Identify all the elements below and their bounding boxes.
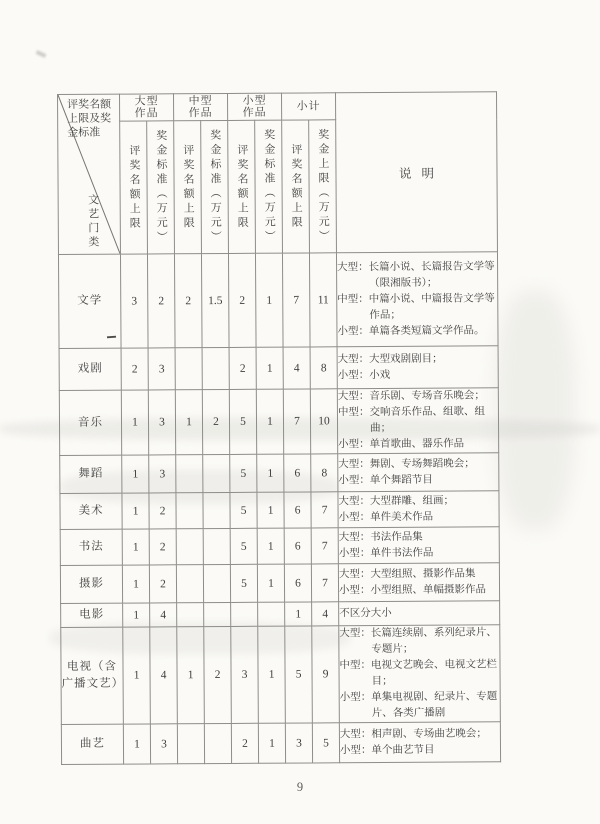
group-header-medium-works: 中型 作品 [174, 93, 228, 120]
subheader-label: 评奖名额上限 [289, 143, 303, 231]
note-line: 中型：中篇小说、中篇报告文学等作品； [337, 292, 495, 321]
subheader-label: 奖金标准（万元） [154, 129, 168, 246]
value-cell: 7 [282, 253, 310, 347]
value-cell [176, 455, 203, 493]
value-cell [258, 602, 285, 626]
value-cell: 4 [150, 603, 177, 627]
value-cell: 6 [284, 492, 311, 528]
value-cell: 2 [174, 254, 202, 348]
value-cell [203, 492, 230, 528]
category-cell: 舞蹈 [60, 455, 122, 493]
note-line: 大型：长篇小说、长篇报告文学等（限湘版书）； [337, 260, 495, 289]
value-cell: 2 [202, 389, 229, 454]
value-cell: 5 [229, 389, 256, 454]
note-line: 大型：大型组照、摄影作品集 [338, 567, 476, 580]
subheader-label: 奖金标准（万元） [262, 128, 276, 245]
value-cell: 6 [284, 454, 311, 492]
value-cell: 8 [311, 454, 338, 492]
note-line: 小型：单集电视剧、纪录片、专题片、各类广播剧 [339, 691, 498, 720]
value-cell [176, 529, 203, 565]
subheader-cell [255, 120, 283, 253]
value-cell: 7 [283, 389, 310, 454]
value-cell [177, 724, 204, 764]
value-cell: 2 [228, 253, 256, 347]
value-cell: 1 [123, 627, 151, 724]
value-cell: 5 [312, 723, 339, 763]
table-body [58, 252, 500, 765]
value-cell: 1 [285, 602, 312, 626]
note-line: 小型：单件书法作品 [338, 547, 434, 559]
subheader-cell [228, 120, 256, 253]
group-header-large-works: 大型 作品 [120, 94, 174, 121]
subheader-label: 评奖名额上限 [127, 143, 141, 232]
table-row [60, 491, 499, 530]
value-cell: 2 [231, 723, 258, 763]
value-cell: 2 [229, 347, 256, 389]
value-cell: 1 [257, 564, 284, 602]
subheader-label: 奖金上限（万元） [316, 128, 330, 245]
value-cell: 11 [309, 253, 337, 347]
notes-cell [339, 625, 501, 723]
value-cell: 1 [123, 603, 150, 627]
value-cell: 3 [120, 254, 148, 348]
value-cell: 1 [256, 347, 283, 389]
value-cell [202, 347, 229, 389]
value-cell [203, 528, 230, 564]
value-cell: 7 [311, 492, 338, 528]
notes-cell [338, 491, 499, 528]
note-line: 中型：电视文艺晚会、电视文艺栏目； [339, 659, 498, 688]
awards-table [57, 91, 501, 765]
value-cell: 4 [283, 347, 310, 389]
note-line: 大型：大型群雕、组画； [338, 495, 455, 507]
subheader-cell [309, 120, 337, 253]
notes-cell [338, 527, 499, 564]
notes-cell [338, 453, 499, 492]
note-line: 不区分大小 [339, 607, 392, 619]
value-cell: 10 [310, 389, 337, 454]
value-cell: 2 [204, 626, 232, 723]
note-line: 小型：单个舞蹈节目 [338, 474, 433, 486]
table-row [59, 346, 498, 391]
value-cell: 2 [149, 565, 176, 603]
value-cell: 1 [257, 492, 284, 528]
table-row [60, 527, 499, 566]
value-cell [203, 454, 230, 492]
value-cell: 2 [121, 348, 148, 390]
category-cell: 电视（含广播文艺） [61, 627, 124, 724]
note-line: 小型：单篇各类短篇文学作品。 [337, 324, 485, 337]
category-cell: 电影 [61, 603, 123, 627]
category-cell: 摄影 [60, 565, 122, 603]
value-cell: 1 [258, 723, 285, 763]
value-cell: 5 [230, 454, 257, 492]
table-row [60, 563, 499, 604]
value-cell: 8 [310, 347, 337, 389]
value-cell: 5 [230, 528, 257, 564]
category-cell: 音乐 [59, 390, 121, 455]
group-header-small-works: 小型 作品 [227, 93, 281, 120]
note-line: 大型：大型戏剧剧目； [337, 353, 443, 365]
note-line: 大型：舞剧、专场舞蹈晚会； [338, 457, 475, 470]
note-line: 小型：小型组照、单幅摄影作品 [339, 583, 487, 596]
value-cell: 2 [149, 529, 176, 565]
category-cell: 曲艺 [61, 724, 123, 764]
value-cell: 1 [175, 390, 202, 455]
value-cell: 3 [148, 348, 175, 390]
category-cell: 戏剧 [59, 348, 121, 390]
value-cell: 3 [148, 390, 175, 455]
table-row [61, 625, 501, 725]
note-line: 小型：单件美术作品 [338, 511, 434, 523]
value-cell: 1 [257, 528, 284, 564]
corner-header-cell [58, 94, 121, 254]
value-cell: 1 [257, 454, 284, 492]
subheader-label: 评奖名额上限 [235, 143, 249, 231]
value-cell: 1 [121, 390, 148, 455]
value-cell [175, 348, 202, 390]
value-cell: 3 [285, 723, 312, 763]
notes-cell [337, 346, 498, 389]
value-cell: 3 [149, 455, 176, 493]
category-cell: 文学 [58, 254, 121, 348]
value-cell: 7 [311, 528, 338, 564]
page-number: 9 [296, 780, 304, 794]
value-cell: 1 [255, 253, 283, 347]
value-cell: 2 [149, 493, 176, 529]
value-cell: 3 [231, 626, 259, 723]
category-cell: 书法 [60, 529, 122, 565]
subheader-label: 奖金标准（万元） [208, 129, 222, 246]
subheader-cell [282, 120, 310, 253]
value-cell: 6 [284, 564, 311, 602]
value-cell [204, 602, 231, 626]
scan-speck [36, 50, 47, 58]
value-cell: 4 [150, 627, 178, 724]
value-cell: 1 [123, 724, 150, 764]
value-cell: 1.5 [201, 253, 229, 347]
subheader-label: 评奖名额上限 [181, 143, 195, 231]
subheader-cell [174, 121, 202, 254]
value-cell [204, 723, 231, 763]
notes-column-header: 说明 [335, 92, 497, 253]
table-scan-area [57, 91, 501, 765]
table-row [61, 601, 500, 628]
group-header-subtotal: 小计 [281, 93, 335, 120]
subheader-cell [201, 120, 229, 253]
value-cell: 2 [147, 254, 175, 348]
notes-cell [337, 388, 498, 454]
note-line: 大型：音乐剧、专场音乐晚会； [337, 390, 485, 403]
value-cell [203, 564, 230, 602]
value-cell [176, 493, 203, 529]
subheader-cell [147, 121, 175, 254]
notes-cell [339, 722, 500, 763]
value-cell: 5 [230, 492, 257, 528]
note-line: 小型：小戏 [337, 369, 391, 381]
value-cell: 7 [311, 564, 338, 602]
notes-cell [338, 563, 499, 602]
note-line: 小型：单首歌曲、器乐作品 [338, 438, 465, 451]
value-cell: 1 [122, 565, 149, 603]
value-cell [231, 602, 258, 626]
notes-cell [336, 252, 498, 347]
table-row [59, 388, 498, 456]
value-cell: 6 [284, 528, 311, 564]
value-cell: 5 [230, 564, 257, 602]
note-line: 大型：相声剧、专场曲艺晚会； [339, 727, 487, 740]
value-cell: 5 [285, 626, 313, 723]
table-row [61, 722, 500, 765]
corner-bottom-label: 文艺门类 [86, 193, 99, 250]
value-cell: 4 [312, 602, 339, 626]
subheader-cell [120, 121, 148, 254]
value-cell [176, 565, 203, 603]
note-line: 中型：交响音乐作品、组歌、组曲； [337, 406, 485, 435]
note-line: 大型：书法作品集 [338, 531, 423, 543]
table-row [60, 453, 499, 494]
corner-top-label: 评奖名额上限及奖金标准 [67, 98, 112, 139]
note-line: 大型：长篇连续剧、系列纪录片、专题片； [339, 627, 497, 656]
value-cell: 1 [258, 626, 286, 723]
value-cell [177, 603, 204, 627]
table-row [58, 252, 498, 349]
notes-cell [339, 601, 500, 626]
value-cell: 1 [122, 455, 149, 493]
note-line: 小型：单个曲艺节目 [339, 744, 435, 756]
category-cell: 美术 [60, 493, 122, 529]
value-cell: 3 [150, 724, 177, 764]
value-cell: 1 [122, 529, 149, 565]
value-cell: 1 [256, 389, 283, 454]
value-cell: 1 [122, 493, 149, 529]
scan-smudge [495, 290, 575, 530]
value-cell: 1 [177, 627, 205, 724]
value-cell: 9 [312, 626, 340, 723]
